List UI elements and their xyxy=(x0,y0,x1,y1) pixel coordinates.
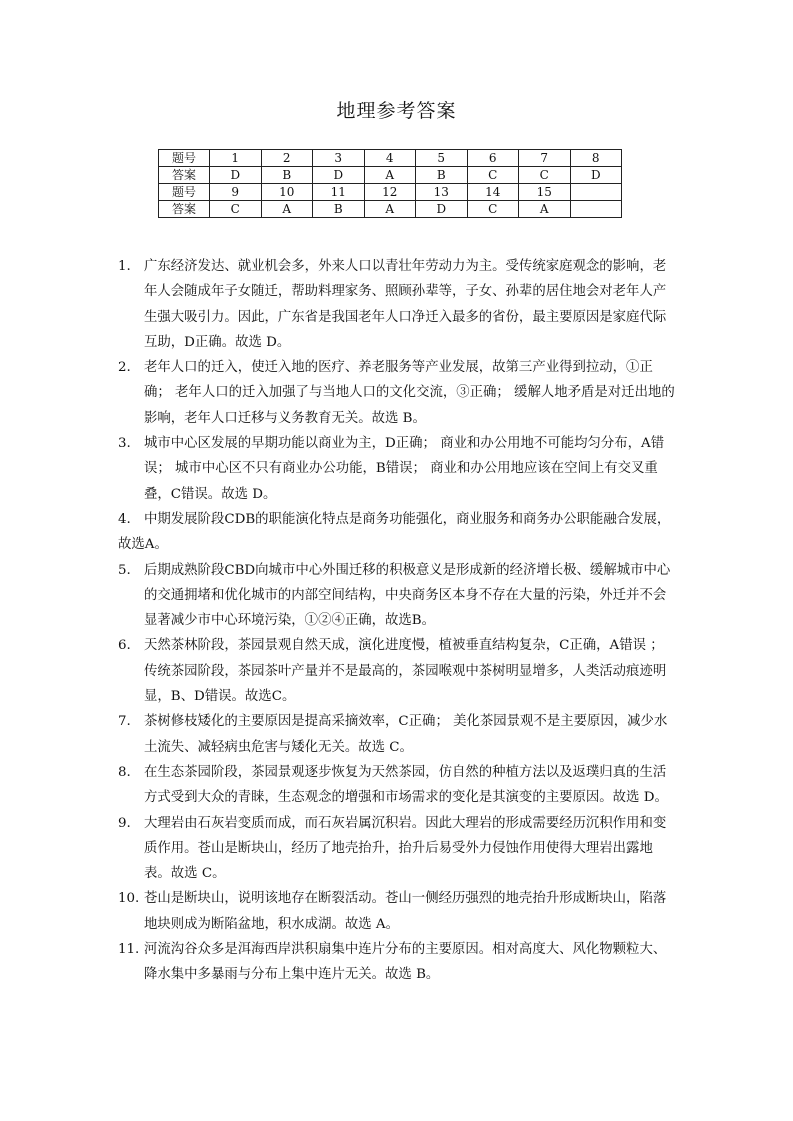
table-row xyxy=(159,201,622,218)
item-text: 广东经济发达、就业机会多，外来人口以青壮年劳动力为主。受传统家庭观念的影响，老年人会随成年子女随迁，帮助料理家务、照顾孙辈等，子女、孙辈的居住地会对老年人产生强大吸引力。因此，广东省是我国老年人口净迁入最多的省份，最主要原因是家庭代际互助，D正确。故选 D。 xyxy=(144,259,667,350)
item-number: 2. xyxy=(118,360,131,376)
answer-cell: 15 xyxy=(519,184,571,201)
answer-cell: A xyxy=(364,167,416,184)
answer-cell: 1 xyxy=(210,150,262,167)
explanation-item xyxy=(118,937,678,988)
answer-cell: 11 xyxy=(313,184,365,201)
item-number: 9. xyxy=(118,815,131,831)
explanation-item xyxy=(118,558,678,634)
row-header-cell: 答案 xyxy=(159,167,210,184)
explanation-item xyxy=(118,507,678,558)
page-title: 地理参考答案 xyxy=(336,100,457,122)
table-row xyxy=(159,184,622,201)
explanation-item xyxy=(118,709,678,760)
explanation-item xyxy=(118,760,678,811)
row-header-cell: 题号 xyxy=(159,184,210,201)
row-header-cell: 题号 xyxy=(159,150,210,167)
answer-cell: C xyxy=(467,167,519,184)
item-text: 城市中心区发展的早期功能以商业为主，D正确； 商业和办公用地不可能均匀分布，A错误； 城市中心区不只有商业办公功能，B错误； 商业和办公用地应该在空间上有交叉重叠，C错误。故选 D。 xyxy=(144,436,665,502)
item-text: 茶树修枝矮化的主要原因是提高采摘效率，C正确； 美化茶园景观不是主要原因，减少水土流失、减轻病虫危害与矮化无关。故选 C。 xyxy=(144,714,668,755)
answer-cell: D xyxy=(416,201,468,218)
answer-cell: A xyxy=(364,201,416,218)
item-text: 在生态茶园阶段，茶园景观逐步恢复为天然茶园，仿自然的种植方法以及返璞归真的生活方式受到大众的青睐，生态观念的增强和市场需求的变化是其演变的主要原因。故选 D。 xyxy=(144,764,668,806)
answer-cell: A xyxy=(519,201,571,218)
answer-cell: D xyxy=(313,167,365,184)
answer-cell: 5 xyxy=(416,150,468,167)
explanation-item xyxy=(118,811,678,887)
explanation-item xyxy=(118,886,678,937)
item-number: 6. xyxy=(118,638,131,654)
explanation-item xyxy=(118,355,678,431)
item-number: 11. xyxy=(118,942,140,958)
answer-cell xyxy=(570,201,622,218)
table-row xyxy=(159,150,622,167)
answer-cell: C xyxy=(467,201,519,218)
answer-cell: 13 xyxy=(416,184,468,201)
answer-cell: 7 xyxy=(519,150,571,167)
answer-cell: 12 xyxy=(364,184,416,201)
answer-cell: B xyxy=(313,201,365,218)
item-text: 老年人口的迁入，使迁入地的医疗、养老服务等产业发展，故第三产业得到拉动，①正确； 老年人口的迁入加强了与当地人口的文化交流，③正确； 缓解人地矛盾是对迁出地的影响，老年人口迁移与义务教育无关。故选 B。 xyxy=(144,360,675,426)
answer-cell: D xyxy=(210,167,262,184)
item-number: 10. xyxy=(118,891,140,907)
table-row xyxy=(159,167,622,184)
item-number: 3. xyxy=(118,436,131,452)
answer-cell: A xyxy=(261,201,313,218)
item-number: 4. xyxy=(118,511,131,527)
item-text: 大理岩由石灰岩变质而成，而石灰岩属沉积岩。因此大理岩的形成需要经历沉积作用和变质作用。苍山是断块山，经历了地壳抬升，抬升后易受外力侵蚀作用使得大理岩出露地表。故选 C。 xyxy=(144,815,667,882)
item-text: 天然茶林阶段，茶园景观自然天成，演化进度慢，植被垂直结构复杂，C正确，A错误 ； 传统茶园阶段，茶园茶叶产量并不是最高的，茶园喉观中茶树明显增多，人类活动痕迹明显，B、D错误。故选C。 xyxy=(144,638,667,705)
answer-cell: D xyxy=(570,167,622,184)
item-text: 河流沟谷众多是洱海西岸洪积扇集中连片分布的主要原因。相对高度大、风化物颗粒大、降水集中多暴雨与分布上集中连片无关。故选 B。 xyxy=(144,942,667,983)
answer-cell: 2 xyxy=(261,150,313,167)
answer-cell: 6 xyxy=(467,150,519,167)
item-text: 中期发展阶段CDB的职能演化特点是商务功能强化，商业服务和商务办公职能融合发展，故选A。 xyxy=(118,511,671,553)
answer-cell: C xyxy=(519,167,571,184)
item-number: 1. xyxy=(118,259,131,274)
explanation-list xyxy=(118,254,678,988)
item-text: 后期成熟阶段CBD向城市中心外围迁移的积极意义是形成新的经济增长极、缓解城市中心的交通拥堵和优化城市的内部空间结构，中央商务区本身不存在大量的污染，外迁并不会显著减少市中心环境污染，①②④正确，故选B。 xyxy=(144,562,671,629)
explanation-item xyxy=(118,431,678,507)
answer-cell: 4 xyxy=(364,150,416,167)
answer-cell: 3 xyxy=(313,150,365,167)
answer-cell: 8 xyxy=(570,150,622,167)
row-header-cell: 答案 xyxy=(159,201,210,218)
answer-cell: 10 xyxy=(261,184,313,201)
item-number: 8. xyxy=(118,764,131,780)
item-number: 7. xyxy=(118,714,131,730)
answer-table xyxy=(158,149,622,218)
explanation-item xyxy=(118,254,678,355)
answer-cell: B xyxy=(416,167,468,184)
answer-cell: C xyxy=(210,201,262,218)
answer-cell: 14 xyxy=(467,184,519,201)
answer-cell: 9 xyxy=(210,184,262,201)
answer-cell xyxy=(570,184,622,201)
explanation-item xyxy=(118,633,678,709)
item-number: 5. xyxy=(118,562,131,578)
item-text: 苍山是断块山，说明该地存在断裂活动。苍山一侧经历强烈的地壳抬升形成断块山，陷落地块则成为断陷盆地，积水成湖。故选 A。 xyxy=(144,891,667,932)
answer-cell: B xyxy=(261,167,313,184)
